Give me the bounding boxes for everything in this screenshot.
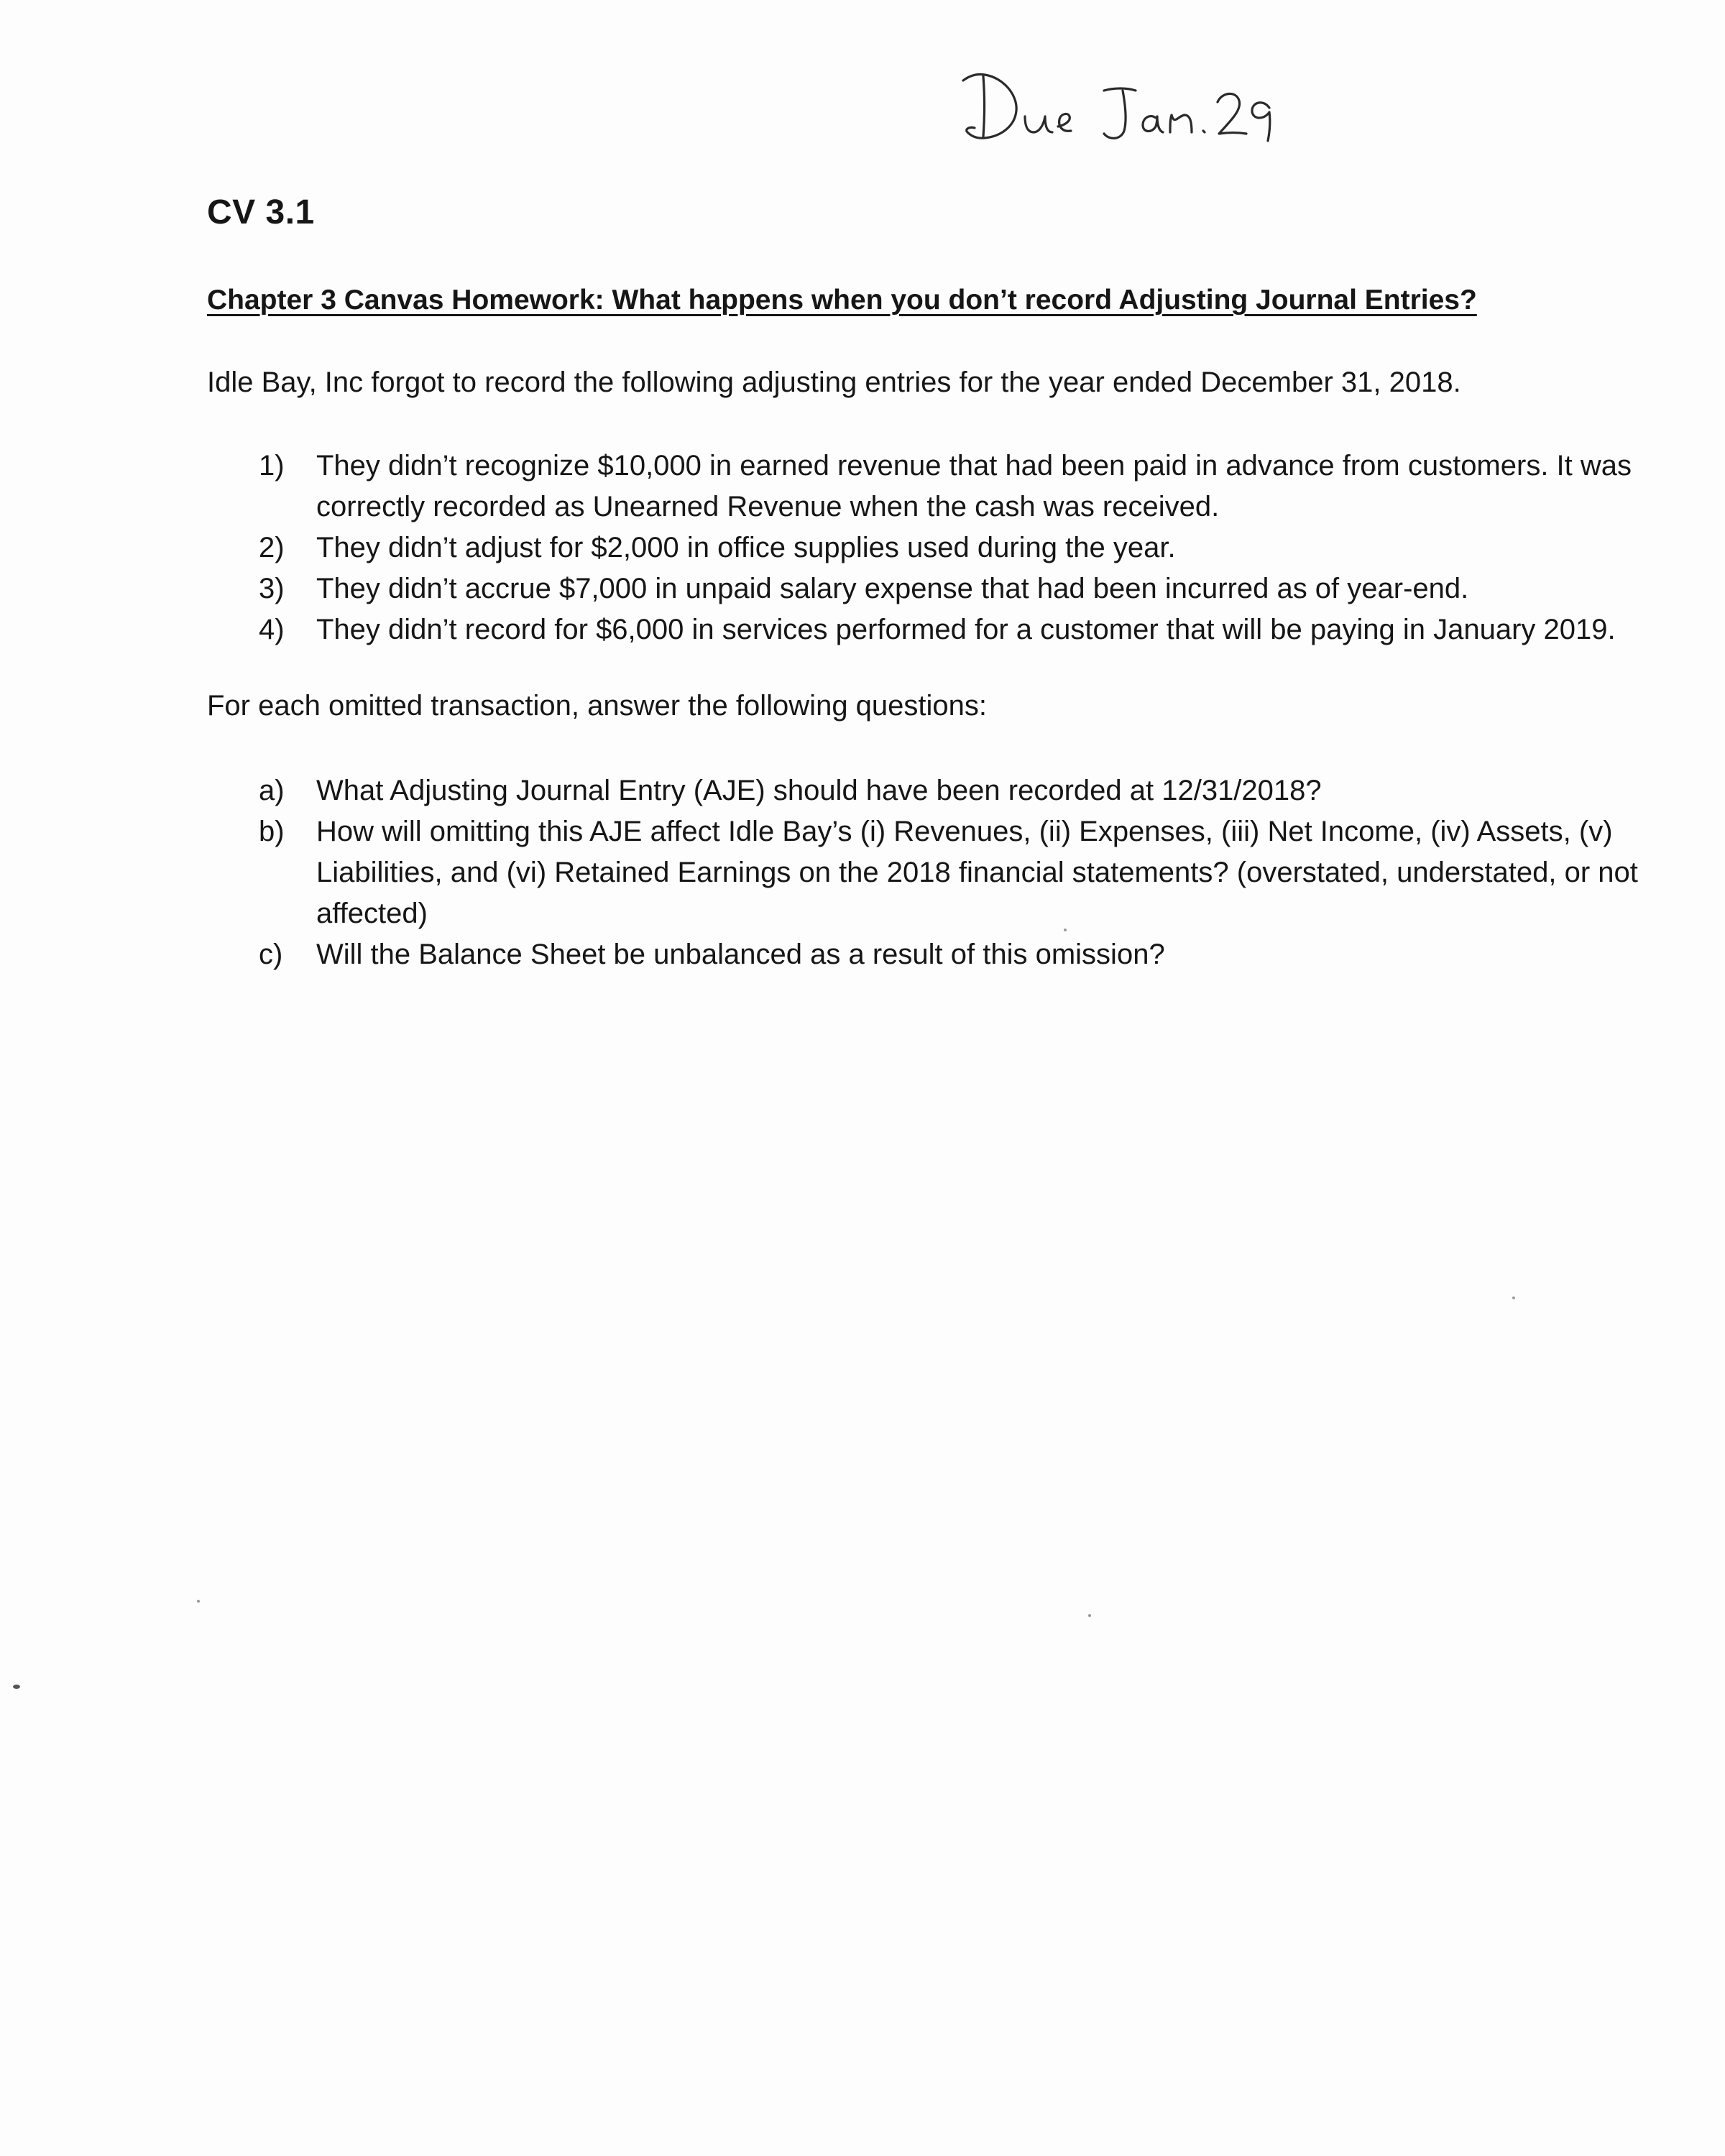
scan-speck	[197, 1600, 200, 1603]
list-item	[259, 934, 1689, 975]
list-item	[259, 528, 1718, 568]
handwritten-due-date-scribble	[947, 66, 1307, 160]
scan-speck	[1512, 1296, 1515, 1299]
list-marker: b)	[259, 816, 285, 847]
list-item	[259, 568, 1718, 609]
list-marker: c)	[259, 939, 283, 970]
list-item-text: How will omitting this AJE affect Idle Bay’s (i) Revenues, (ii) Expenses, (iii) Net Income, (iv) Assets, (v) Liabilities, and (vi) Retained Earnings on the 2018 financial statements? (overstated, understated, or not affected)	[316, 816, 1638, 929]
list-item-text: Will the Balance Sheet be unbalanced as a result of this omission?	[316, 939, 1165, 970]
list-marker: 2)	[259, 532, 285, 563]
intro-paragraph: Idle Bay, Inc forgot to record the following adjusting entries for the year ended December 31, 2018.	[207, 367, 1461, 398]
scan-speck	[13, 1685, 20, 1689]
handwritten-due-date-note	[947, 66, 1307, 160]
list-marker: 1)	[259, 450, 285, 482]
list-item-text: What Adjusting Journal Entry (AJE) should have been recorded at 12/31/2018?	[316, 775, 1322, 806]
list-marker: 4)	[259, 614, 285, 645]
omitted-entries-list	[259, 446, 1718, 650]
list-marker: 3)	[259, 573, 285, 604]
list-item-text: They didn’t adjust for $2,000 in office supplies used during the year.	[316, 532, 1176, 563]
scan-speck	[1088, 1614, 1091, 1617]
list-item	[259, 770, 1689, 811]
questions-intro: For each omitted transaction, answer the following questions:	[207, 690, 988, 722]
list-marker: a)	[259, 775, 285, 806]
document-id: CV 3.1	[207, 193, 315, 231]
scan-speck	[1064, 929, 1067, 931]
list-item	[259, 609, 1718, 650]
list-item	[259, 446, 1718, 528]
assignment-title: Chapter 3 Canvas Homework: What happens when you don’t record Adjusting Journal Entries?	[207, 285, 1477, 315]
list-item	[259, 811, 1689, 934]
list-item-text: They didn’t recognize $10,000 in earned revenue that had been paid in advance from customers. It was correctly recorded as Unearned Revenue when the cash was received.	[316, 450, 1632, 522]
list-item-text: They didn’t accrue $7,000 in unpaid salary expense that had been incurred as of year-end.	[316, 573, 1469, 604]
list-item-text: They didn’t record for $6,000 in services performed for a customer that will be paying in January 2019.	[316, 614, 1616, 645]
questions-list	[259, 770, 1689, 975]
